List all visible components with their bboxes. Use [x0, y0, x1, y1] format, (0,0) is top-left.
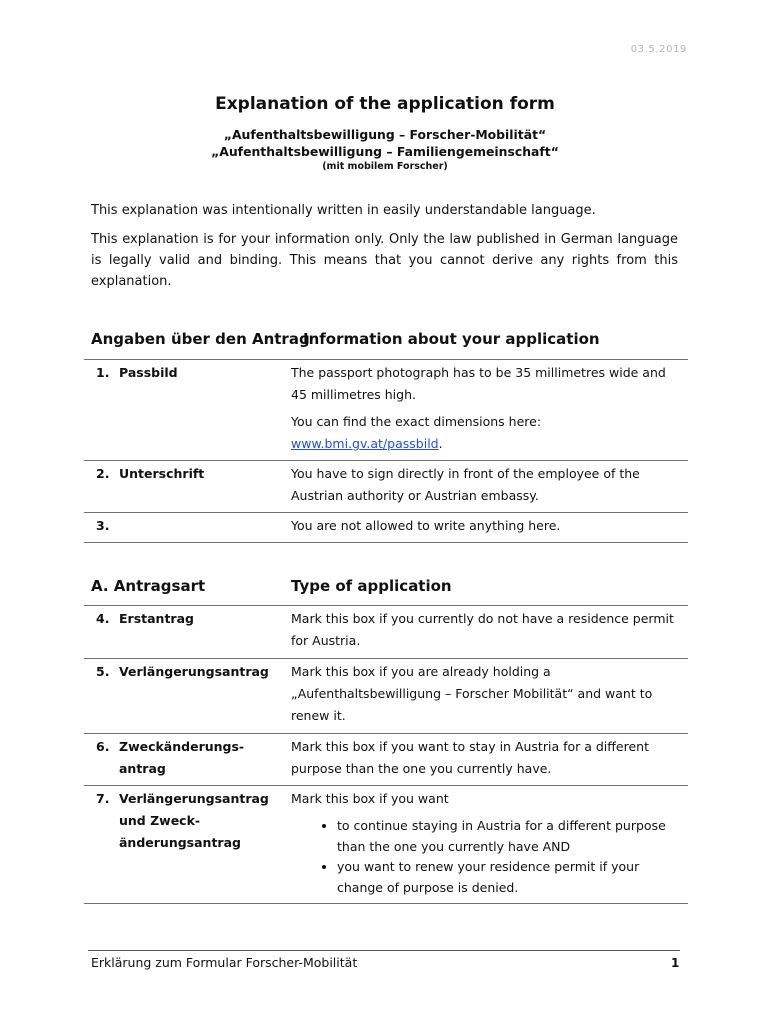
intro-paragraph-2: This explanation is for your information only. Only the law published in German language is legally valid and binding. This means that you cannot derive any rights from this explanation. [91, 232, 678, 289]
footer-text: Erklärung zum Formular Forscher-Mobilität [91, 955, 358, 970]
row-number: 1. [96, 365, 110, 380]
form-name-note: (mit mobilem Forscher) [322, 161, 448, 172]
row-text: Mark this box if you are already holding a „Aufenthaltsbewilligung – Forscher Mobilität“ and want to renew it. [291, 664, 653, 723]
row-label: Erstantrag [119, 611, 194, 626]
intro-paragraph-1: This explanation was intentionally written in easily understandable language. [91, 203, 596, 218]
row-label: Verlängerungsantrag und Zweck-änderungsantrag [119, 791, 269, 850]
section-heading-en: Type of application [291, 577, 452, 595]
table-divider [84, 785, 688, 786]
form-name-2: „Aufenthaltsbewilligung – Familiengemeinschaft“ [211, 144, 559, 159]
row-description [291, 463, 683, 507]
section-heading-de: A. Antragsart [91, 577, 206, 595]
row-number: 4. [96, 611, 110, 626]
table-divider [84, 733, 688, 734]
page-number: 1 [671, 956, 680, 970]
bullet-list [291, 816, 683, 898]
row-text: Mark this box if you currently do not have a residence permit for Austria. [291, 611, 674, 648]
bullet-item: • you want to renew your residence permit if your change of purpose is denied. [337, 857, 683, 898]
row-description [291, 736, 683, 780]
table-divider [84, 460, 688, 461]
row-label: Verlängerungsantrag [119, 664, 269, 679]
row-label: Unterschrift [119, 466, 205, 481]
row-description [291, 661, 683, 727]
row-text: You have to sign directly in front of the employee of the Austrian authority or Austrian embassy. [291, 466, 640, 503]
row-text: Mark this box if you want to stay in Austria for a different purpose than the one you currently have. [291, 739, 649, 776]
link-period: . [438, 436, 443, 451]
row-text [291, 411, 683, 455]
section-heading-en: Information about your application [303, 330, 600, 348]
row-label: Zweckänderungs-antrag [119, 739, 245, 776]
table-divider [84, 658, 688, 659]
row-text-link-intro: You can find the exact dimensions here: [291, 414, 542, 429]
form-name-1: „Aufenthaltsbewilligung – Forscher-Mobilität“ [223, 127, 547, 142]
row-number: 6. [96, 739, 110, 754]
row-number: 3. [96, 518, 110, 533]
passbild-link[interactable]: www.bmi.gv.at/passbild [291, 436, 439, 451]
row-number: 7. [96, 791, 110, 806]
footer-divider [88, 950, 680, 951]
table-divider [84, 903, 688, 904]
table-divider [84, 542, 688, 543]
document-date: 03.5.2019 [630, 44, 687, 55]
table-divider [84, 605, 688, 606]
table-divider [84, 359, 688, 360]
row-description [291, 362, 683, 455]
row-text: Mark this box if you want [291, 791, 449, 806]
section-heading-de: Angaben über den Antrag [91, 330, 310, 348]
row-text: You are not allowed to write anything here. [291, 518, 561, 533]
section-heading-application-type [91, 577, 681, 595]
row-description [291, 515, 683, 537]
row-number: 2. [96, 466, 110, 481]
section-heading-application-info [91, 330, 681, 348]
row-label: Passbild [119, 365, 178, 380]
row-description [291, 788, 683, 898]
row-text: The passport photograph has to be 35 millimetres wide and 45 millimetres high. [291, 365, 666, 402]
bullet-item: • to continue staying in Austria for a different purpose than the one you currently have AND [337, 816, 683, 857]
table-divider [84, 512, 688, 513]
document-title: Explanation of the application form [215, 94, 555, 114]
row-description [291, 608, 683, 652]
row-number: 5. [96, 664, 110, 679]
